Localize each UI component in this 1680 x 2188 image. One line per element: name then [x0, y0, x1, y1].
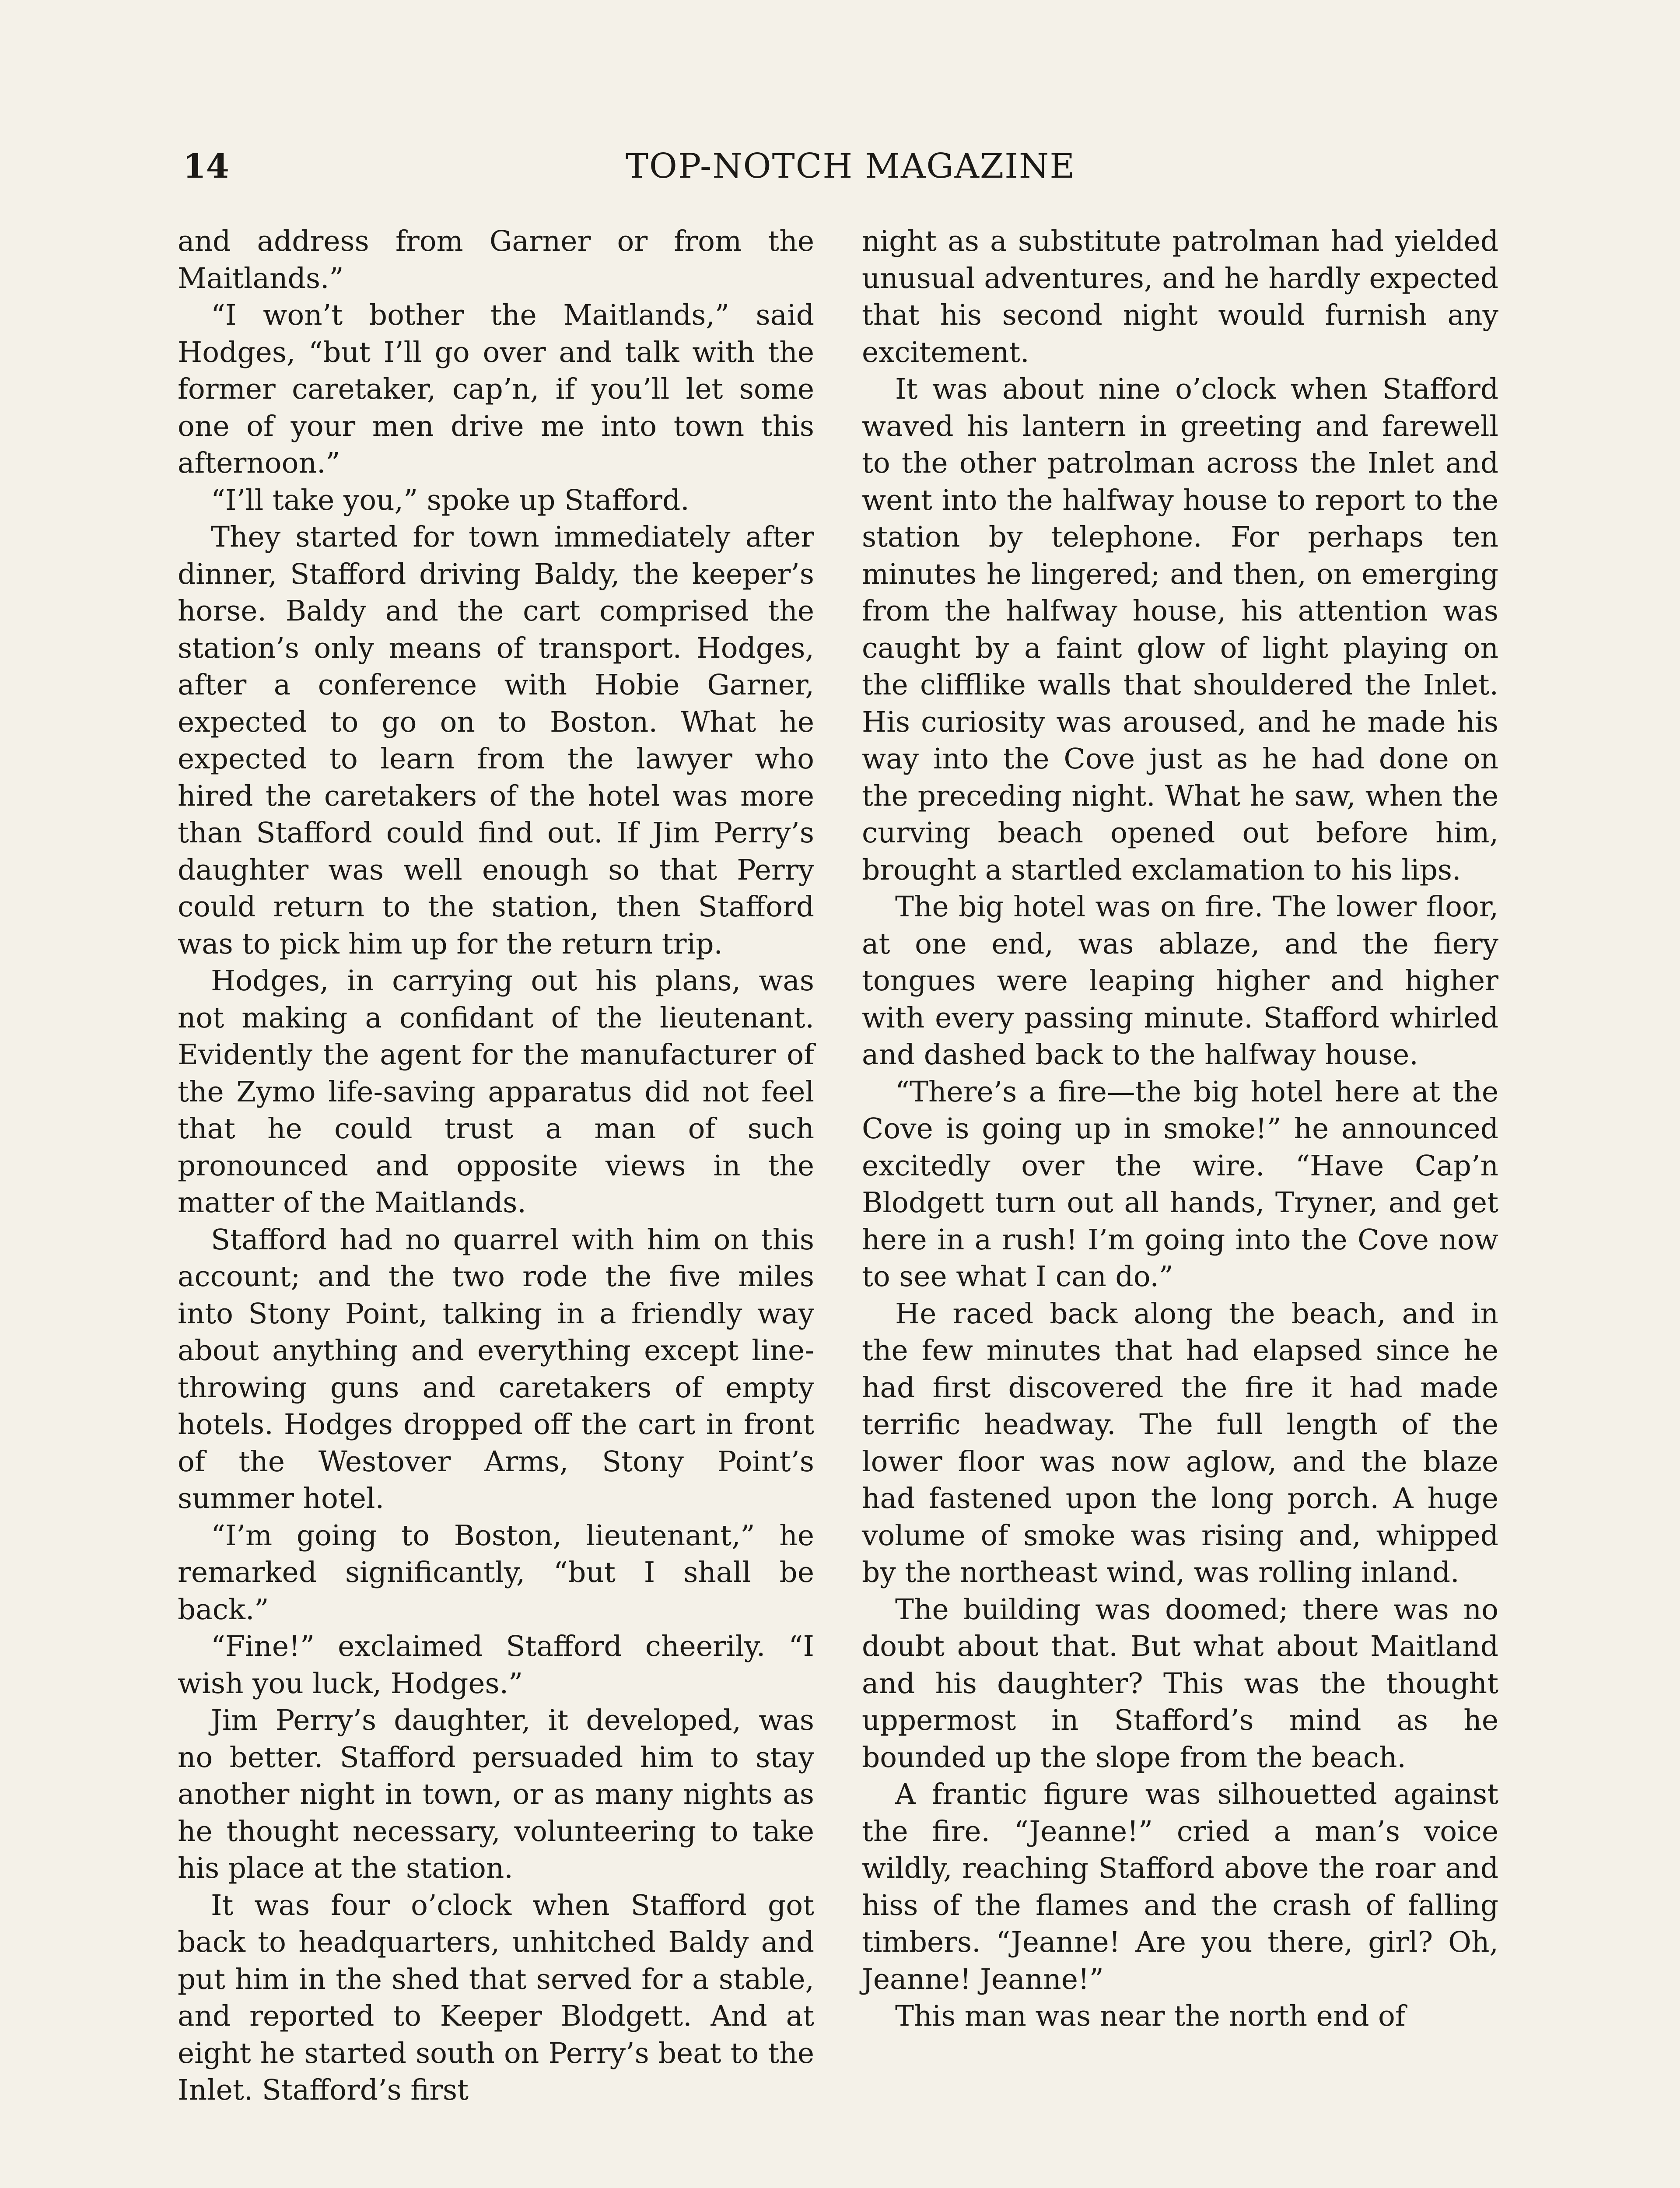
- paragraph: The big hotel was on fire. The lower floor, at one end, was ablaze, and the fiery tongues were leaping higher and higher with every passing minute. Stafford whirled and dashed back to the halfway house.: [862, 891, 1498, 1071]
- paragraph: “There’s a fire—the big hotel here at the Cove is going up in smoke!” he announced excitedly over the wire. “Have Cap’n Blodgett turn out all hands, Tryner, and get here in a rush! I’m going into the Cove now to see what I can do.”: [862, 1075, 1498, 1293]
- page-number: 14: [183, 147, 229, 186]
- paragraph: “I’ll take you,” spoke up Stafford.: [211, 484, 690, 517]
- paragraph: Jim Perry’s daughter, it developed, was no better. Stafford persuaded him to stay another night in town, or as many nights as he thought necessary, volunteering to take his place at the station.: [178, 1704, 814, 1885]
- paragraph: “Fine!” exclaimed Stafford cheerily. “I wish you luck, Hodges.”: [178, 1630, 814, 1700]
- paragraph: It was about nine o’clock when Stafford waved his lantern in greeting and farewell to the other patrolman across the Inlet and went into the halfway house to report to the station by telephone. For perhaps ten minutes he lingered; and then, on emerging from the halfway house, his attention was caught by a faint glow of light playing on the clifflike walls that shouldered the Inlet. His curiosity was aroused, and he made his way into the Cove just as he had done on the preceding night. What he saw, when the curving beach opened out before him, brought a startled exclamation to his lips.: [862, 373, 1498, 887]
- paragraph: Stafford had no quarrel with him on this account; and the two rode the five miles into Stony Point, talking in a friendly way about anything and everything except line-throwing guns and caretakers of empty hotels. Hodges dropped off the cart in front of the Westover Arms, Stony Point’s summer hotel.: [178, 1223, 814, 1515]
- paragraph: “I’m going to Boston, lieutenant,” he remarked significantly, “but I shall be back.”: [178, 1519, 814, 1626]
- paragraph: It was four o’clock when Stafford got back to headquarters, unhitched Baldy and put him in the shed that served for a stable, and reported to Keeper Blodgett. And at eight he started south on Perry’s beat to the Inlet. Stafford’s first: [178, 1889, 814, 2107]
- paragraph: Hodges, in carrying out his plans, was not making a confidant of the lieutenant. Evidently the agent for the manufacturer of the Zymo life-saving apparatus did not feel that he could trust a man of such pronounced and opposite views in the matter of the Maitlands.: [178, 964, 814, 1219]
- paragraph: The building was doomed; there was no doubt about that. But what about Maitland and his daughter? This was the thought uppermost in Stafford’s mind as he bounded up the slope from the beach.: [862, 1593, 1498, 1774]
- paragraph: night as a substitute patrolman had yielded unusual adventures, and he hardly expected that his second night would furnish any excitement.: [862, 225, 1498, 369]
- paragraph: “I won’t bother the Maitlands,” said Hodges, “but I’ll go over and talk with the former caretaker, cap’n, if you’ll let some one of your men drive me into town this afternoon.”: [178, 299, 814, 480]
- paragraph: He raced back along the beach, and in the few minutes that had elapsed since he had first discovered the fire it had made terrific headway. The full length of the lower floor was now aglow, and the blaze had fastened upon the long porch. A huge volume of smoke was rising and, whipped by the northeast wind, was rolling inland.: [862, 1297, 1498, 1589]
- paragraph: This man was near the north end of: [895, 2000, 1406, 2033]
- paragraph: They started for town immediately after dinner, Stafford driving Baldy, the keeper’s horse. Baldy and the cart comprised the station’s only means of transport. Hodges, after a conference with Hobie Garner, expected to go on to Boston. What he expected to learn from the lawyer who hired the caretakers of the hotel was more than Stafford could find out. If Jim Perry’s daughter was well enough so that Perry could return to the station, then Stafford was to pick him up for the return trip.: [178, 521, 814, 961]
- page-header: [183, 144, 1518, 197]
- paragraph: and address from Garner or from the Maitlands.”: [178, 225, 814, 295]
- right-column: [862, 223, 1498, 2035]
- left-column: [178, 223, 814, 2109]
- paragraph: A frantic figure was silhouetted against the fire. “Jeanne!” cried a man’s voice wildly, reaching Stafford above the roar and hiss of the flames and the crash of falling timbers. “Jeanne! Are you there, girl? Oh, Jeanne! Jeanne!”: [862, 1778, 1498, 1996]
- magazine-title: TOP-NOTCH MAGAZINE: [625, 147, 1076, 186]
